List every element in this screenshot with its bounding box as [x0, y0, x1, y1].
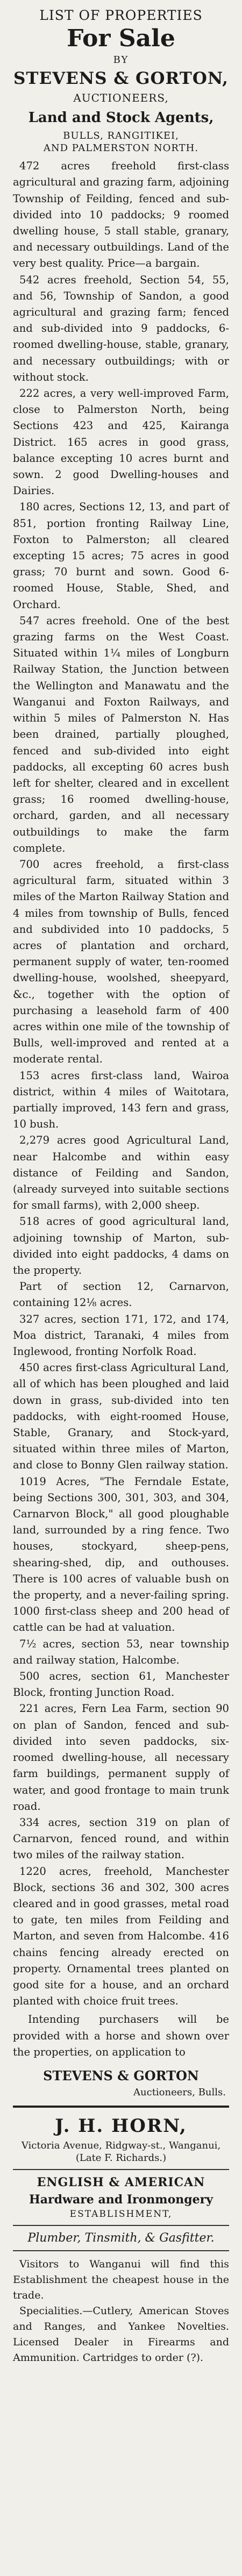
listing-item: 334 acres, section 319 on plan of Carnarvon, fenced round, and within two miles of the railway station.	[13, 1816, 229, 1861]
advert-location-1: BULLS, RANGITIKEI,	[63, 130, 179, 142]
divider	[13, 2225, 229, 2226]
horn-trades: Plumber, Tinsmith, & Gasfitter.	[27, 2231, 215, 2245]
horn-body-1: Visitors to Wanganui will find this Establishment the cheapest house in the trade.	[13, 2258, 229, 2301]
listing-item: Part of section 12, Carnarvon, containing 12⅛ acres.	[13, 1280, 229, 1309]
listing-item: 221 acres, Fern Lea Farm, section 90 on plan of Sandon, fenced and sub-divided into seven paddocks, six-roomed dwelling-house, all necessary farm buildings, permanent supply of water, and good frontage to main trunk road.	[13, 1702, 229, 1813]
advert-auctioneers: AUCTIONEERS,	[73, 91, 169, 105]
closing-text: Intending purchasers will be provided with a horse and shown over the properties, on application to	[13, 2013, 229, 2058]
listing-item: 547 acres freehold. One of the best grazing farms on the West Coast. Situated within 1¼ miles of Longburn Railway Station, the Junction between the Wellington and Manawatu and the Wanganui and Foxton Railways, and within 5 miles of Palmerston N. Has been drained, partially ploughed, fenced and sub-divided into eight paddocks, all excepting 60 acres bush left for shelter, cleared and in excellent grass; 16 roomed dwelling-house, orchard, garden, and all necessary outbuildings to make the farm complete.	[13, 614, 229, 854]
signoff-agents: STEVENS & GORTON	[43, 2067, 199, 2083]
listing-item: 7½ acres, section 53, near township and railway station, Halcombe.	[13, 1637, 229, 1666]
advert-by: BY	[113, 54, 129, 66]
horn-name: J. H. HORN,	[55, 2115, 187, 2137]
property-listings	[13, 158, 229, 2009]
horn-establishment: ESTABLISHMENT,	[69, 2208, 173, 2220]
horn-late: (Late F. Richards.)	[75, 2152, 167, 2164]
advert-agents: STEVENS & GORTON,	[13, 69, 229, 89]
horn-address: Victoria Avenue, Ridgway-st., Wanganui,	[21, 2139, 221, 2151]
advert-location-2: AND PALMERSTON NORTH.	[43, 142, 199, 154]
advert-headline: For Sale	[67, 25, 175, 52]
listing-item: 450 acres first-class Agricultural Land, all of which has been ploughed and laid down in grass, sub-divided into ten paddocks, with eight-roomed House, Stable, Granary, and Stock-yard, situated within three miles of Marton, and close to Bonny Glen railway station.	[13, 1361, 229, 1472]
listing-item: 700 acres freehold, a first-class agricultural farm, situated within 3 miles of the Marton Railway Station and 4 miles from township of Bulls, fenced and subdivided into 10 paddocks, 5 acres of plantation and orchard, permanent supply of water, ten-roomed dwelling-house, woolshed, sheepyard, &c., together with the option of purchasing a leasehold farm of 400 acres within one mile of the township of Bulls, well-improved and rented at a moderate rental.	[13, 858, 229, 1066]
horn-body-2: Specialities.—Cutlery, American Stoves and Ranges, and Yankee Novelties. Licensed Dealer in Firearms and Ammunition. Cartridges to order (?).	[13, 2304, 229, 2364]
listing-item: 327 acres, section 171, 172, and 174, Moa district, Taranaki, 4 miles from Inglewood, fronting Norfolk Road.	[13, 1312, 229, 1358]
listing-item: 500 acres, section 61, Manchester Block, fronting Junction Road.	[13, 1670, 229, 1699]
listing-item: 542 acres freehold, Section 54, 55, and 56, Township of Sandon, a good agricultural and grazing farm; fenced and sub-divided into 9 paddocks, 6-roomed dwelling-house, stable, granary, and necessary outbuildings; with or without stock.	[13, 273, 229, 383]
listing-item: 1220 acres, freehold, Manchester Block, sections 36 and 302, 300 acres cleared and in good grasses, metal road to gate, ten miles from Feilding and Marton, and seven from Halcombe. 416 chains fencing already erected on property. Ornamental trees planted on good site for a house, and an orchard planted with choice fruit trees.	[13, 1865, 229, 2008]
advert-header: LIST OF PROPERTIES	[39, 8, 203, 23]
listing-item: 472 acres freehold first-class agricultural and grazing farm, adjoining Township of Feilding, fenced and sub-divided into 10 paddocks; 9 roomed dwelling house, 5 stall stable, granary, and necessary outbuildings. Land of the very best quality. Price—a bargain.	[13, 160, 229, 270]
advert-masthead	[13, 8, 229, 154]
divider	[13, 2169, 229, 2170]
listing-item: 518 acres of good agricultural land, adjoining township of Marton, sub-divided into eight paddocks, 4 dams on the property.	[13, 1215, 229, 1276]
section-divider	[13, 2106, 229, 2108]
listing-item: 153 acres first-class land, Wairoa district, within 4 miles of Waitotara, partially improved, 143 fern and grass, 10 bush.	[13, 1069, 229, 1131]
listing-item: 2,279 acres good Agricultural Land, near Halcombe and within easy distance of Feilding and Sandon, (already surveyed into suitable sections for small farms), with 2,000 sheep.	[13, 1134, 229, 1212]
listing-item: 180 acres, Sections 12, 13, and part of 851, portion fronting Railway Line, Foxton to Palmerston; all cleared excepting 15 acres; 75 acres in good grass; 70 burnt and sown. Good 6-roomed House, Stable, Shed, and Orchard.	[13, 501, 229, 611]
advert-land-line: Land and Stock Agents,	[28, 110, 214, 126]
horn-hardware: Hardware and Ironmongery	[29, 2192, 213, 2207]
listing-item: 1019 Acres, "The Ferndale Estate, being Sections 300, 301, 303, and 304, Carnarvon Block," all good ploughable land, surrounded by a ring fence. Two houses, stockyard, sheep-pens, shearing-shed, dip, and outhouses. There is 100 acres of valuable bush on the property, and a never-failing spring. 1000 first-class sheep and 200 head of cattle can be had at valuation.	[13, 1475, 229, 1634]
listing-item: 222 acres, a very well-improved Farm, close to Palmerston North, being Sections 423 and 425, Kairanga District. 165 acres in good grass, balance excepting 10 acres burnt and sown. 2 good Dwelling-houses and Dairies.	[13, 387, 229, 497]
horn-english-american: ENGLISH & AMERICAN	[37, 2175, 205, 2189]
closing-paragraph	[13, 2011, 229, 2060]
horn-advert-header	[13, 2115, 229, 2251]
divider	[13, 2250, 229, 2251]
signoff-place: Auctioneers, Bulls.	[133, 2086, 226, 2098]
